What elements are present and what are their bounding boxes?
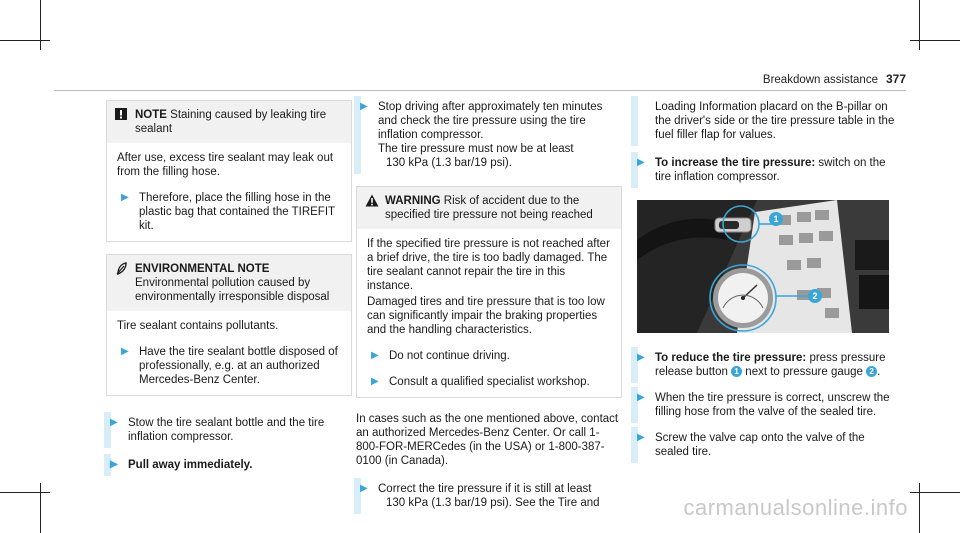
- step-correct-pressure: ▶ Correct the tire pressure if it is still at least 130 kPa (1.3 bar/19 psi). See the Tire and: [356, 482, 622, 510]
- arrow-icon: ▶: [371, 350, 379, 361]
- step-pull-away: ▶ Pull away immediately.: [106, 458, 352, 472]
- step-reduce-pressure: ▶ To reduce the tire pressure: press pressure release button 1 next to pressure gauge 2 .: [633, 351, 895, 379]
- crop-mark: [40, 483, 41, 533]
- exclamation-icon: [115, 108, 135, 136]
- arrow-icon: ▶: [637, 157, 645, 168]
- callout-2-badge: 2: [866, 366, 877, 377]
- callout-2: 2: [812, 291, 818, 301]
- arrow-icon: ▶: [637, 392, 645, 403]
- callout-1: 1: [773, 214, 779, 224]
- crop-mark: [0, 40, 50, 41]
- env-note-title: ENVIRONMENTAL NOTE: [135, 263, 270, 275]
- header-rule: [54, 90, 906, 91]
- note-heading: Staining caused by leaking tire sealant: [135, 109, 327, 135]
- arrow-icon: ▶: [371, 376, 379, 387]
- note-body: After use, excess tire sealant may leak out from the filling hose.: [117, 152, 334, 178]
- watermark: carmanualsonline.info: [683, 495, 908, 520]
- column-1: [106, 100, 352, 472]
- warning-p1: If the specified tire pressure is not reached after a brief drive, the tire is too badly damaged. The tire sealant cannot repair the tire in this instance.: [367, 238, 610, 292]
- warning-step-2: ▶ Consult a qualified specialist workshop.: [367, 375, 611, 389]
- page-header: [763, 72, 906, 86]
- note-box: [106, 100, 352, 242]
- warning-triangle-icon: [365, 194, 385, 222]
- env-note-body: Tire sealant contains pollutants.: [117, 320, 279, 332]
- page-number: 377: [885, 72, 906, 86]
- note-step: ▶ Therefore, place the filling hose in the plastic bag that contained the TIREFIT kit.: [117, 191, 341, 233]
- env-note-heading: Environmental pollution caused by environmentally irresponsible disposal: [135, 277, 330, 303]
- callout-1-badge: 1: [731, 366, 742, 377]
- warning-heading: Risk of accident due to the specified tire pressure not being reached: [385, 195, 593, 221]
- arrow-icon: ▶: [110, 459, 118, 470]
- section-title: Breakdown assistance: [762, 74, 878, 86]
- compressor-photo: [637, 200, 889, 333]
- column-2: [356, 100, 622, 510]
- note-title: NOTE: [135, 109, 167, 121]
- env-note-step: ▶ Have the tire sealant bottle disposed of professionally, e.g. at an authorized Mercedes-Benz Center.: [117, 345, 341, 387]
- crop-mark: [0, 492, 50, 493]
- crop-mark: [40, 0, 41, 50]
- environment-icon: [115, 262, 135, 304]
- warning-step-1: ▶ Do not continue driving.: [367, 349, 611, 363]
- warning-box: [356, 186, 622, 398]
- crop-mark: [910, 40, 960, 41]
- step-stop-driving: ▶ Stop driving after approximately ten minutes and check the tire pressure using the tire inflation compressor. The tire pressure must now be at least 130 kPa (1.3 bar/19 psi).: [356, 100, 622, 170]
- contact-paragraph: In cases such as the one mentioned above, contact an authorized Mercedes-Benz Center. Or call 1-800-FOR-MERCedes (in the USA) or 1-800-387-0100 (in Canada).: [356, 413, 619, 467]
- step-increase-pressure: ▶ To increase the tire pressure: switch on the tire inflation compressor.: [633, 156, 895, 184]
- environmental-note-box: [106, 254, 352, 396]
- step-continued: Loading Information placard on the B-pillar on the driver's side or the tire pressure table in the fuel filler flap for values.: [633, 100, 895, 142]
- arrow-icon: ▶: [121, 192, 129, 203]
- arrow-icon: ▶: [360, 101, 368, 112]
- arrow-icon: ▶: [637, 432, 645, 443]
- arrow-icon: ▶: [121, 346, 129, 357]
- step-unscrew-hose: ▶ When the tire pressure is correct, unscrew the filling hose from the valve of the sealed tire.: [633, 391, 895, 419]
- warning-title: WARNING: [385, 195, 441, 207]
- crop-mark: [919, 0, 920, 50]
- warning-p2: Damaged tires and tire pressure that is too low can significantly impair the braking properties and the handling characteristics.: [367, 296, 605, 336]
- arrow-icon: ▶: [360, 483, 368, 494]
- crop-mark: [910, 492, 960, 493]
- column-3: [633, 100, 895, 459]
- step-screw-cap: ▶ Screw the valve cap onto the valve of the sealed tire.: [633, 431, 895, 459]
- step-stow: ▶ Stow the tire sealant bottle and the tire inflation compressor.: [106, 416, 352, 444]
- arrow-icon: ▶: [110, 417, 118, 428]
- crop-mark: [919, 483, 920, 533]
- arrow-icon: ▶: [637, 352, 645, 363]
